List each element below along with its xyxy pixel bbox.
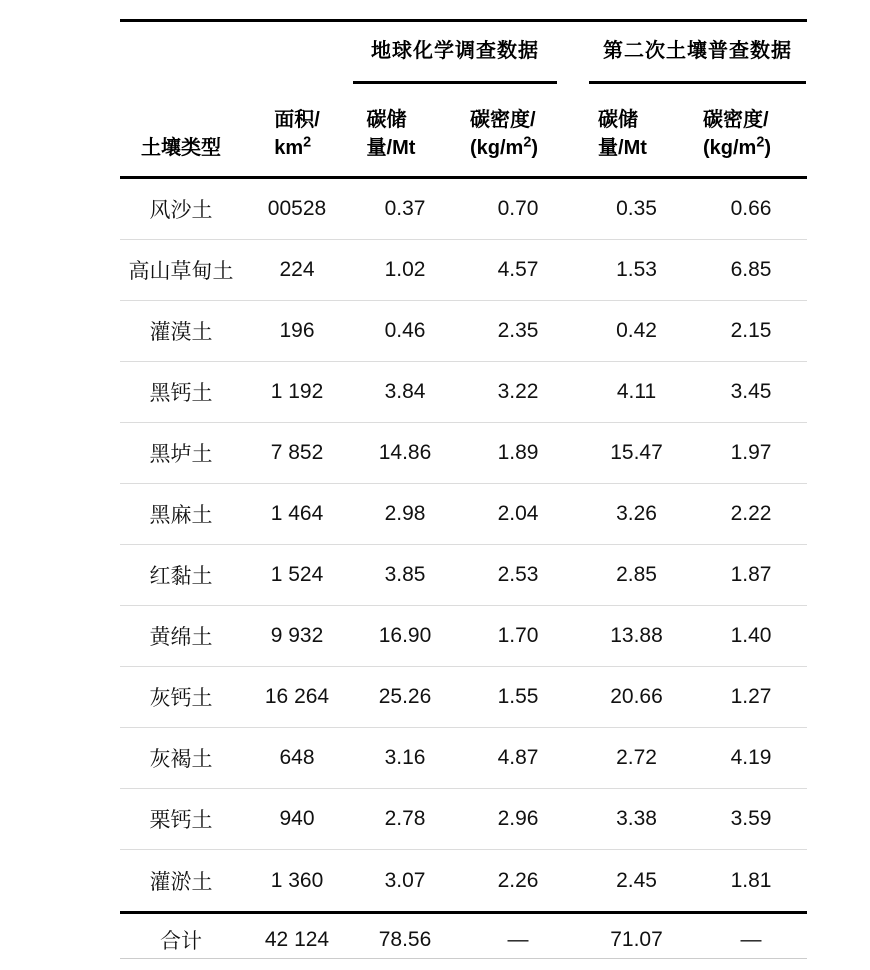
group-header-second-soil-census: 第二次土壤普查数据	[603, 40, 792, 62]
superscript-2: 2	[303, 134, 312, 151]
cell-soil-type: 风沙土	[149, 199, 213, 222]
cell-soil-type: 高山草甸土	[128, 260, 234, 283]
table-row	[120, 667, 807, 728]
cell-area: 1 360	[270, 868, 324, 892]
cell-area: 196	[279, 319, 315, 342]
table-row	[120, 545, 807, 606]
cell-g2-carbon-density: 1.27	[730, 685, 772, 708]
col-header-g2-carbon-density: 碳密度/ $(kg/m^2)$	[702, 109, 772, 159]
table-row	[120, 850, 807, 911]
cell-g1-carbon-density: 1.70	[497, 624, 539, 647]
col-header-soil-type: 土壤类型	[141, 137, 221, 159]
cell-g2-carbon-storage: 1.53	[616, 258, 657, 281]
cell-soil-type: 黄绵土	[149, 626, 213, 649]
cell-g1-carbon-storage: 3.85	[384, 563, 426, 586]
cell-g2-carbon-storage: 15.47	[610, 441, 663, 464]
cell-g2-carbon-density: 1.87	[730, 563, 772, 586]
cell-area: 1 524	[270, 563, 324, 586]
cell-g2-carbon-density: 6.85	[730, 258, 772, 281]
table-bottom-rule	[120, 958, 807, 959]
group-header-row	[120, 22, 807, 84]
cell-g1-carbon-storage: 1.02	[384, 258, 426, 281]
cell-soil-type: 灌漠土	[149, 321, 213, 344]
cell-g2-carbon-storage: 2.72	[616, 746, 657, 769]
cell-g2-carbon-density: 2.22	[730, 502, 772, 525]
table-row	[120, 606, 807, 667]
soil-carbon-table	[120, 19, 807, 959]
cell-g1-carbon-storage: 2.78	[384, 807, 426, 830]
cell-g1-carbon-storage: 14.86	[378, 441, 432, 464]
cell-soil-type: 黑麻土	[149, 504, 213, 527]
cell-g1-carbon-density: 1.55	[497, 685, 539, 708]
cell-g2-carbon-density: 3.45	[730, 380, 772, 403]
col-header-area: 面积/ $km^2$	[274, 109, 320, 159]
totals-label: 合计	[160, 930, 202, 953]
cell-g2-carbon-storage: 4.11	[616, 380, 657, 403]
cell-area: 1 192	[270, 380, 324, 403]
cell-area: 648	[279, 746, 315, 769]
superscript-2: 2	[756, 134, 765, 151]
cell-soil-type: 灰钙土	[149, 687, 213, 710]
table-row	[120, 362, 807, 423]
table-row	[120, 728, 807, 789]
totals-g1-storage: 78.56	[378, 928, 432, 951]
cell-g2-carbon-density: 3.59	[730, 807, 772, 830]
cell-g2-carbon-storage: 3.26	[616, 502, 657, 525]
cell-g2-carbon-density: 4.19	[730, 746, 772, 769]
group-header-geochemical-survey: 地球化学调查数据	[371, 40, 539, 62]
cell-g1-carbon-storage: 16.90	[378, 624, 432, 647]
cell-area: 940	[279, 807, 315, 830]
cell-g2-carbon-storage: 13.88	[610, 624, 663, 647]
cell-g1-carbon-density: 0.70	[497, 197, 539, 220]
cell-g2-carbon-storage: 2.45	[616, 868, 657, 892]
cell-soil-type: 栗钙土	[149, 809, 213, 832]
cell-soil-type: 黑钙土	[149, 382, 213, 405]
cell-area: 16 264	[264, 685, 330, 708]
cell-g1-carbon-density: 4.87	[497, 746, 539, 769]
group-underline-second-census	[589, 81, 806, 84]
totals-area: 42 124	[264, 928, 330, 951]
cell-g1-carbon-density: 2.35	[497, 319, 539, 342]
table-row	[120, 240, 807, 301]
cell-g1-carbon-storage: 25.26	[378, 685, 432, 708]
totals-g2-density: —	[740, 928, 762, 951]
table-row	[120, 423, 807, 484]
cell-g1-carbon-storage: 3.07	[384, 868, 426, 892]
table-row	[120, 301, 807, 362]
cell-g2-carbon-storage: 20.66	[610, 685, 663, 708]
cell-g1-carbon-density: 2.26	[497, 868, 539, 892]
col-header-g1-carbon-storage: 碳储 量/Mt	[366, 109, 416, 159]
totals-g1-density: —	[507, 928, 529, 951]
cell-soil-type: 红黏土	[149, 565, 213, 588]
table-row	[120, 484, 807, 545]
cell-g1-carbon-storage: 3.84	[384, 380, 426, 403]
cell-g1-carbon-density: 4.57	[497, 258, 539, 281]
table-row	[120, 789, 807, 850]
cell-g2-carbon-storage: 0.35	[616, 197, 657, 220]
cell-g2-carbon-density: 1.81	[730, 868, 772, 892]
totals-g2-storage: 71.07	[610, 928, 663, 951]
cell-g1-carbon-density: 2.53	[497, 563, 539, 586]
cell-area: 00528	[267, 197, 327, 220]
cell-soil-type: 灰褐土	[149, 748, 213, 771]
cell-g2-carbon-density: 2.15	[730, 319, 772, 342]
cell-g2-carbon-storage: 0.42	[616, 319, 657, 342]
cell-soil-type: 黑垆土	[149, 443, 213, 466]
column-header-row	[120, 84, 807, 176]
cell-g2-carbon-density: 1.40	[730, 624, 772, 647]
col-header-g1-carbon-density: 碳密度/ $(kg/m^2)$	[469, 109, 539, 159]
group-underline-geochemical	[353, 81, 557, 84]
cell-g1-carbon-density: 1.89	[497, 441, 539, 464]
cell-area: 1 464	[270, 502, 324, 525]
col-header-g2-carbon-storage: 碳储 量/Mt	[598, 109, 647, 159]
cell-g2-carbon-storage: 3.38	[616, 807, 657, 830]
cell-g1-carbon-density: 3.22	[497, 380, 539, 403]
cell-g2-carbon-density: 1.97	[730, 441, 772, 464]
cell-area: 224	[279, 258, 315, 281]
cell-g2-carbon-density: 0.66	[730, 197, 772, 220]
cell-soil-type: 灌淤土	[149, 870, 213, 894]
table-body	[120, 179, 807, 911]
cell-g1-carbon-density: 2.04	[497, 502, 539, 525]
cell-g1-carbon-storage: 0.46	[384, 319, 426, 342]
cell-area: 7 852	[270, 441, 324, 464]
superscript-2: 2	[523, 134, 532, 151]
cell-area: 9 932	[270, 624, 324, 647]
table-row	[120, 179, 807, 240]
cell-g1-carbon-storage: 2.98	[384, 502, 426, 525]
totals-row	[120, 914, 807, 958]
cell-g1-carbon-density: 2.96	[497, 807, 539, 830]
cell-g1-carbon-storage: 3.16	[384, 746, 426, 769]
cell-g1-carbon-storage: 0.37	[384, 197, 426, 220]
cell-g2-carbon-storage: 2.85	[616, 563, 657, 586]
